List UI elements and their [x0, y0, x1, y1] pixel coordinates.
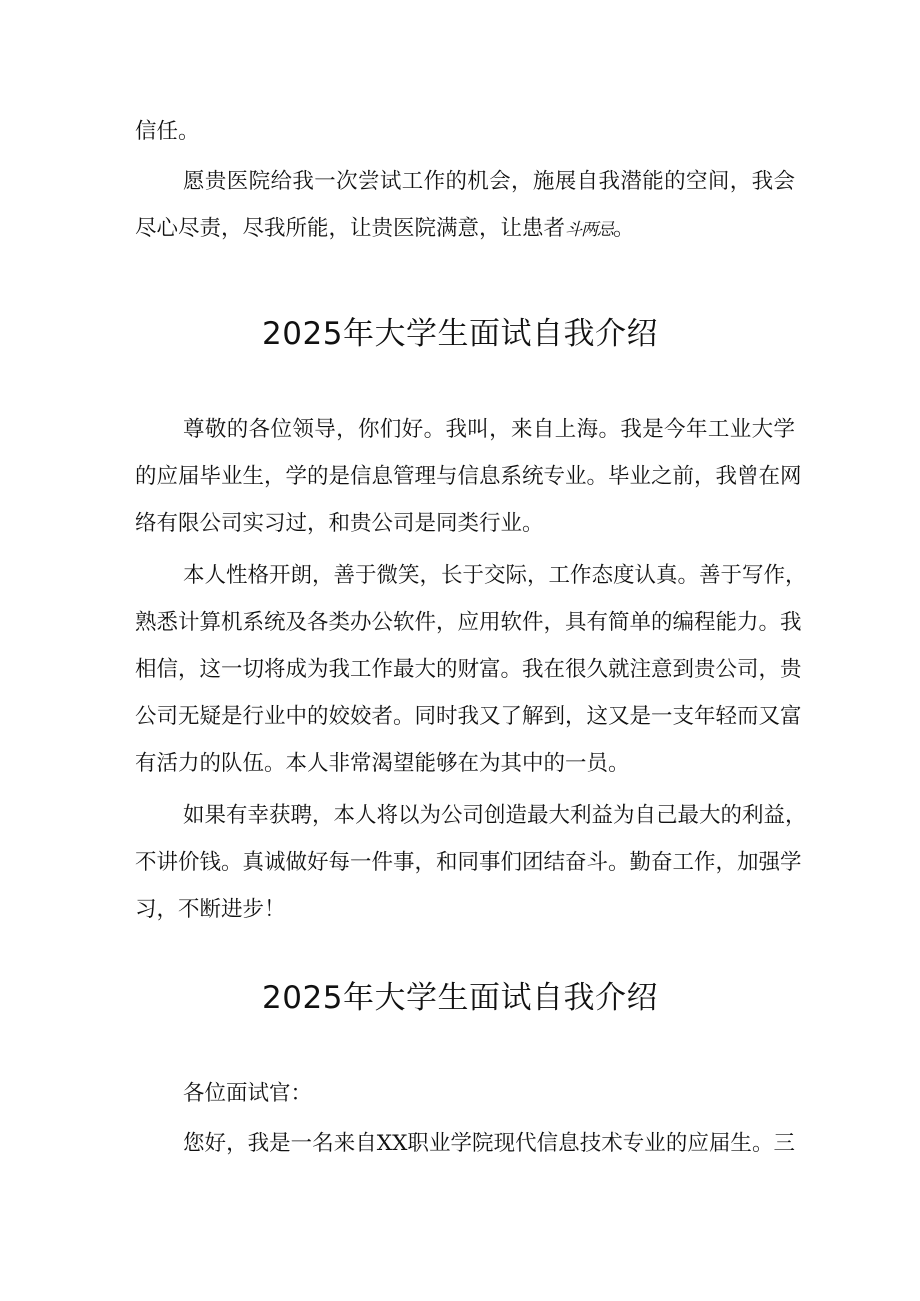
paragraph-line: 有活力的队伍。本人非常渴望能够在为其中的一员。: [135, 751, 630, 776]
paragraph-line: 本人性格开朗，善于微笑，长于交际，工作态度认真。善于写作，: [183, 563, 807, 588]
paragraph-line: 公司无疑是行业中的姣姣者。同时我又了解到，这又是一支年轻而又富: [135, 704, 802, 729]
paragraph-line: 愿贵医院给我一次尝试工作的机会，施展自我潜能的空间，我会: [183, 169, 795, 194]
period-mark: 。: [613, 216, 635, 241]
paragraph-line: 相信，这一切将成为我工作最大的财富。我在很久就注意到贵公司，贵: [135, 657, 802, 682]
paragraph-line: 的应届毕业生，学的是信息管理与信息系统专业。毕业之前，我曾在网: [135, 464, 802, 489]
paragraph-line: 信任。: [135, 119, 200, 144]
paragraph-line: 不讲价钱。真诚做好每一件事，和同事们团结奋斗。勤奋工作，加强学: [135, 850, 802, 875]
paragraph-line: 络有限公司实习过，和贵公司是同类行业。: [135, 511, 544, 536]
paragraph-line: 各位面试官：: [183, 1081, 313, 1106]
paragraph-line: [135, 214, 795, 245]
paragraph-line: 尊敬的各位领导，你们好。我叫，来自上海。我是今年工业大学: [183, 417, 795, 442]
paragraph-line: 熟悉计算机系统及各类办公软件，应用软件，具有简单的编程能力。我: [135, 610, 802, 635]
section-title: 2025年大学生面试自我介绍: [262, 980, 658, 1016]
paragraph-line: 习，不断进步！: [135, 897, 286, 922]
paragraph-line: 如果有幸获聘，本人将以为公司创造最大利益为自己最大的利益，: [183, 803, 807, 828]
section-title: 2025年大学生面试自我介绍: [262, 316, 658, 352]
paragraph-text: 尽心尽责，尽我所能，让贵医院满意，让患者: [135, 216, 566, 241]
paragraph-line: 您好，我是一名来自XX职业学院现代信息技术专业的应届生。三: [183, 1131, 795, 1156]
handwritten-text: 斗两忌: [565, 220, 614, 240]
